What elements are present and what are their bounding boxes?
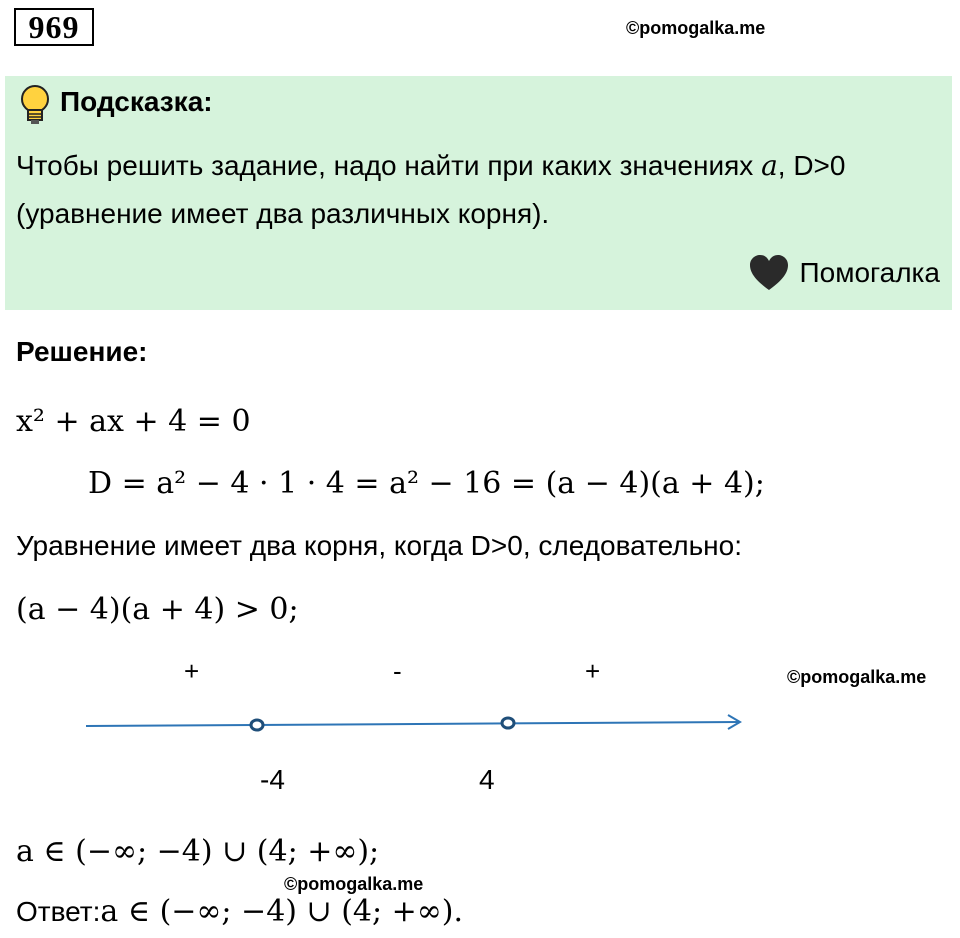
answer xyxy=(16,894,463,929)
solution-title: Решение: xyxy=(16,336,148,367)
watermark-top: ©pomogalka.me xyxy=(626,18,766,38)
point-4 xyxy=(502,718,514,728)
tick-minus-4: -4 xyxy=(260,764,285,795)
brand-label: Помогалка xyxy=(799,257,940,288)
solution-text: Уравнение имеет два корня, когда D>0, следовательно: xyxy=(16,530,742,561)
result: a ∈ (−∞; −4) ∪ (4; +∞); xyxy=(16,834,380,869)
discriminant: D = a² − 4 · 1 · 4 = a² − 16 = (a − 4)(a + 4); xyxy=(88,466,765,501)
equation-1: x² + ax + 4 = 0 xyxy=(16,404,251,439)
number-line-axis xyxy=(86,722,740,726)
inequality: (a − 4)(a + 4) > 0; xyxy=(16,592,299,627)
sign-right: + xyxy=(585,656,601,686)
heart-icon xyxy=(748,254,790,292)
hint-title: Подсказка: xyxy=(60,86,213,117)
watermark-middle: ©pomogalka.me xyxy=(787,667,927,687)
brand xyxy=(748,254,940,292)
number-line xyxy=(80,708,750,742)
answer-label: Ответ: xyxy=(16,896,101,927)
tick-4: 4 xyxy=(479,764,495,795)
point-minus-4 xyxy=(251,720,263,730)
task-number: 969 xyxy=(14,8,94,46)
hint-text: Чтобы решить задание, надо найти при каких значениях a, D>0 (уравнение имеет два различных корня). xyxy=(16,149,846,229)
answer-value: a ∈ (−∞; −4) ∪ (4; +∞). xyxy=(100,894,463,929)
lightbulb-icon xyxy=(18,84,52,126)
watermark-bottom: ©pomogalka.me xyxy=(284,874,424,894)
sign-middle: - xyxy=(393,656,402,686)
sign-left: + xyxy=(184,656,200,686)
